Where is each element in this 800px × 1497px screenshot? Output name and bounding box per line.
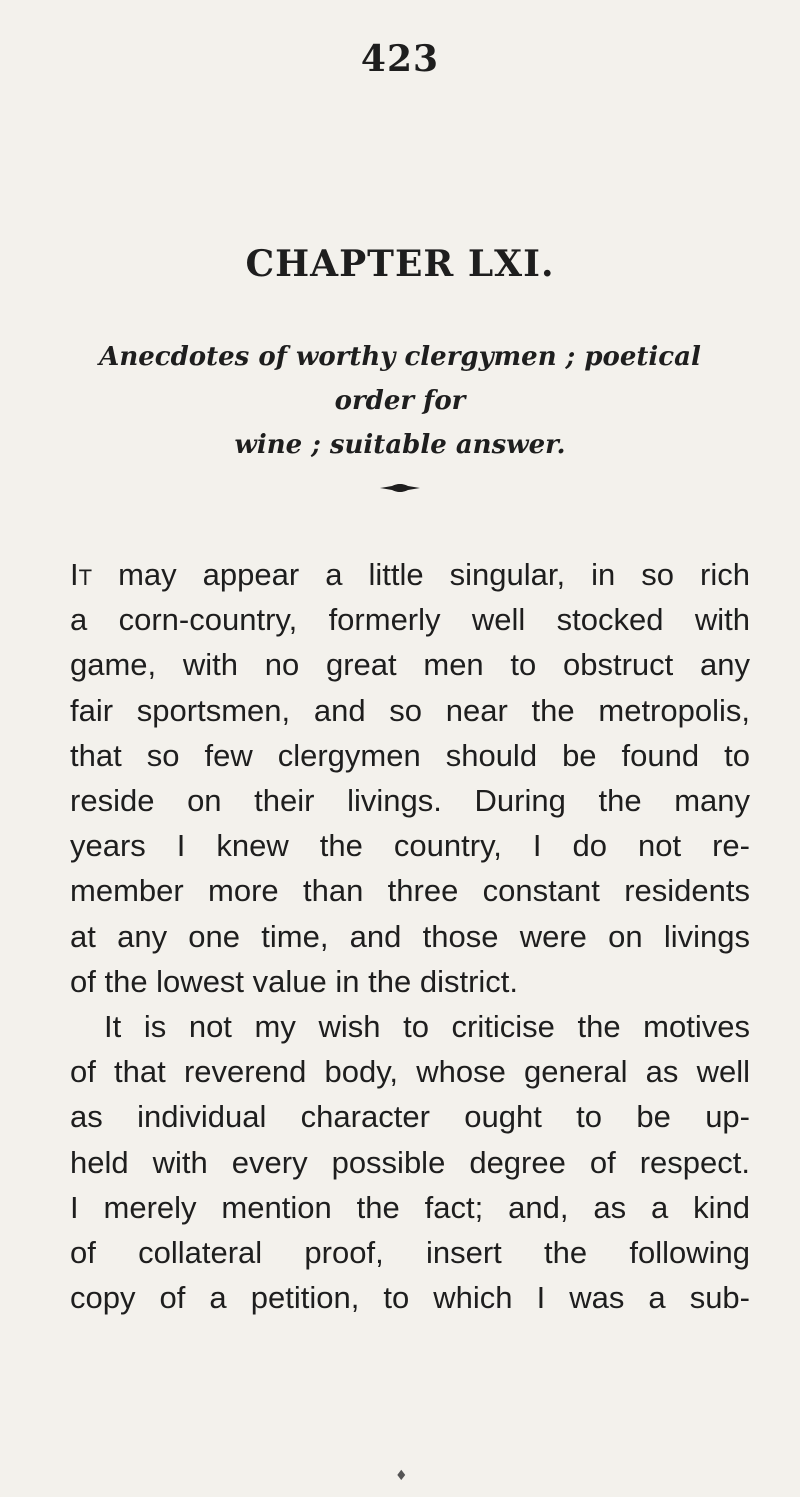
synopsis-line: wine ; suitable answer. (234, 430, 566, 460)
paragraph (70, 552, 750, 1004)
text-line: It may appear a little singular, in so rich (70, 557, 750, 592)
text-line: at any one time, and those were on livings (70, 918, 750, 954)
signature-mark: ♦ (395, 1468, 408, 1484)
text-line: of the lowest value in the district. (70, 963, 519, 999)
text-line: held with every possible degree of respect. (70, 1144, 750, 1180)
text-line: of collateral proof, insert the following (70, 1235, 750, 1271)
synopsis-line: Anecdotes of worthy clergymen ; poetical order for (99, 342, 701, 416)
text-line: years I knew the country, I do not re- (70, 828, 750, 864)
page-number: 423 (360, 38, 440, 80)
text-line: fair sportsmen, and so near the metropolis, (70, 692, 750, 728)
text-line: of that reverend body, whose general as well (70, 1054, 750, 1090)
text-line: game, with no great men to obstruct any (70, 647, 750, 683)
text-line: copy of a petition, to which I was a sub- (70, 1280, 750, 1316)
text-line: I merely mention the fact; and, as a kind (70, 1189, 750, 1225)
chapter-title: CHAPTER LXI. (245, 243, 555, 285)
text-line: a corn-country, formerly well stocked with (70, 602, 750, 638)
text-line: that so few clergymen should be found to (70, 737, 750, 773)
ornament-divider-icon (380, 480, 420, 496)
text-line: It is not my wish to criticise the motives (104, 1009, 750, 1045)
paragraph (70, 1004, 750, 1320)
drop-word: It (70, 557, 93, 592)
body-text (70, 552, 750, 1320)
chapter-synopsis (80, 335, 720, 467)
text-line: as individual character ought to be up- (70, 1099, 750, 1135)
text-line: member more than three constant residents (70, 873, 750, 909)
text-line: reside on their livings. During the many (70, 783, 750, 819)
